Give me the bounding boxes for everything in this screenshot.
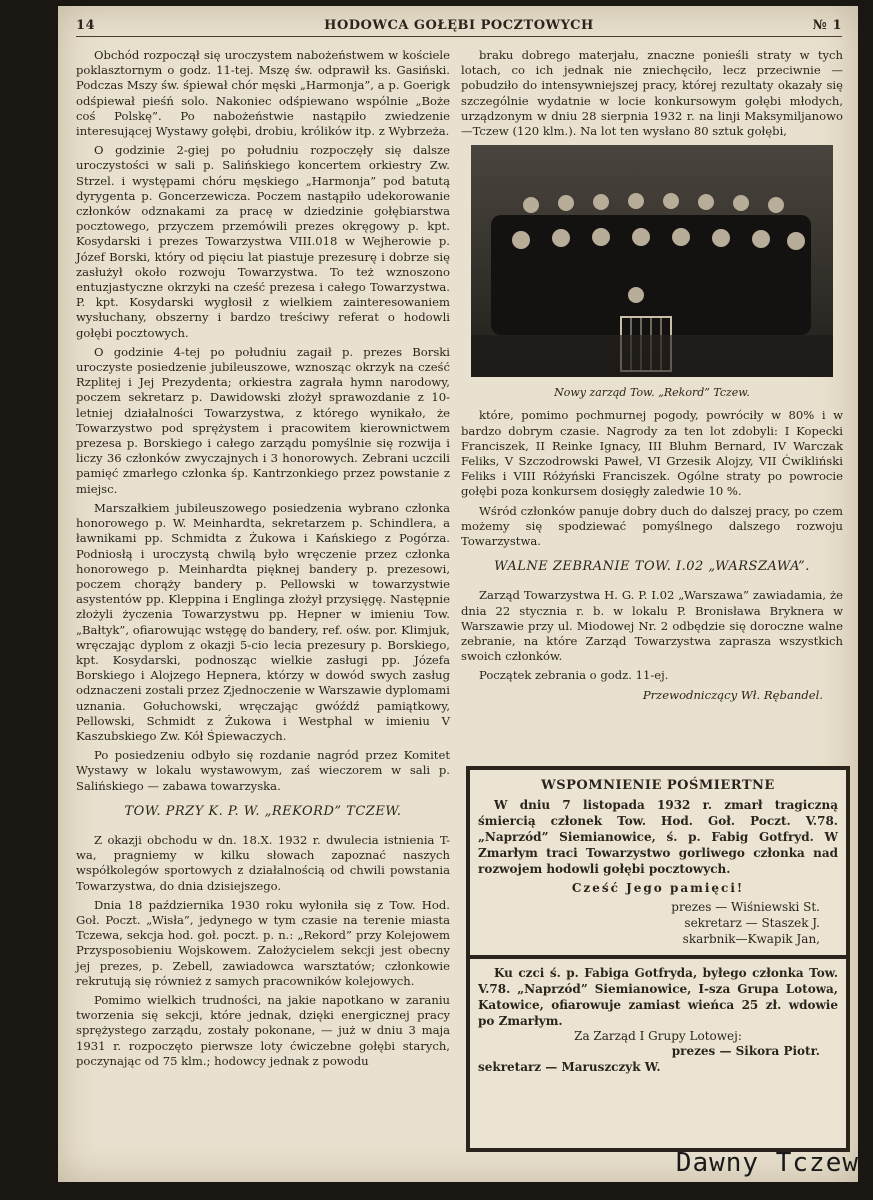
obituary-title: WSPOMNIENIE POŚMIERTNE	[541, 778, 775, 793]
magazine-page	[58, 6, 858, 1182]
paragraph: O godzinie 4-tej po południu zagaił p. prezes Borski uroczyste posiedzenie jubileuszowe, wznosząc okrzyk na cześć Rzplitej i Jej Prezydenta; orkiestra zagrała hymn narodowy, poczem sekretarz p. Dawidowski złożył sprawozdanie z 10-letniej działalności Towarzystwa, z którego wynikało, że Towarzystwo pod sprężystem i pracowitem kierownictwem prezesa p. Borskiego i całego zarządu pomyślnie się rozwija i liczy 36 członków zwyczajnych i 3 honorowych. Zebrani uczcili pamięć zmarłego członka śp. Kantrzonkiego przez powstanie z miejsc.	[76, 344, 450, 496]
paragraph: O godzinie 2-giej po południu rozpoczęły się dalsze uroczystości w sali p. Salińskiego koncertem orkiestry Zw. Strzel. i występami chóru męskiego „Harmonja” pod batutą dyrygenta p. Goncerzewicza. Poczem nastąpiło udekorowanie członków odznakami za pracę w dziedzinie gołębiarstwa pocztowego, przyczem przemówili prezes okręgowy p. kpt. Kosydarski i prezes Towarzystwa VIII.018 w Wejherowie p. Józef Borski, który od pięciu lat piastuje prezesurę i dobrze się zasłużył około rozwoju Towarzystwa. To też wznoszono entuzjastyczne okrzyki na cześć prezesa i całego Towarzystwa. P. kpt. Kosydarski wygłosił z wielkiem zainteresowaniem wysłuchany, obszerny i bardzo treściwy referat o hodowli gołębi pocztowych.	[76, 143, 450, 340]
signature: Przewodniczący Wł. Rębandel.	[642, 687, 823, 702]
paragraph: Marszałkiem jubileuszowego posiedzenia wybrano członka honorowego p. W. Meinhardta, sekretarzem p. Schindlera, a ławnikami pp. Schmidta z Żukowa i Kańskiego z Pogórza. Podniosłą i uroczystą chwilą było wręczenie przez członka honorowego p. Meinhardta pięknej bandery p. prezesowi, poczem chorąży bandery p. Pellowski w towarzystwie asystentów pp. Kleppina i Englinga złożył przysięgę. Następnie złożyli życzenia Towarzystwu pp. Hepner w imieniu Tow. „Bałtyk”, ofiarowując wstęgę do bandery, ref. ośw. por. Klimjuk, wręczając dyplom z okazji 5-cio lecia prezesury p. Borskiego, kpt. Kosydarski, podnosząc wielkie zasługi pp. Józefa Borskiego i Alojzego Hepnera, którzy w dowód swych zasług odznaczeni zostali przez Zjednoczenie w Warszawie dyplomami uznania. Gołuchowski, wręczając gwóźdź pamiątkowy, Pellowski, Schmidt z Żukowa i Westphal w imieniu V Kaszubskiego Zw. Kół Śpiewaczych.	[76, 500, 450, 743]
obituary-box	[466, 766, 850, 1152]
paragraph: Pomimo wielkich trudności, na jakie napotkano w zaraniu tworzenia się sekcji, które jednak, dzięki energicznej pracy sprężystego zarządu, zostały pokonane, — już w dniu 3 maja 1931 r. rozpoczęto pierwsze loty ćwiczebne gołębi starych, poczynając od 75 klm.; hodowcy jednak z powodu	[76, 992, 450, 1068]
paragraph: Obchód rozpoczął się uroczystem nabożeństwem w kościele poklasztornym o godz. 11-tej. Mszę św. odprawił ks. Gasiński. Podczas Mszy św. śpiewał chór męski „Harmonja”, a p. Goerigk odśpiewał pieśń solo. Nakoniec odśpiewano wspólnie „Boże coś Polskę”. Po nabożeństwie nastąpiło zwiedzenie interesującej Wystawy gołębi, drobiu, królików itp. z Wybrzeża.	[76, 48, 450, 139]
section-heading: WALNE ZEBRANIE TOW. I.02 „WARSZAWA”.	[494, 559, 810, 575]
left-column	[76, 48, 450, 1073]
watermark: Dawny Tczew	[675, 1148, 859, 1178]
obituary-signature: sekretarz — Staszek J.	[684, 916, 820, 930]
paragraph: Po posiedzeniu odbyło się rozdanie nagród przez Komitet Wystawy w lokalu wystawowym, zaś wieczorem w sali p. Salińskiego — zabawa towarzyska.	[76, 748, 450, 793]
divider	[470, 955, 846, 959]
board-label: Za Zarząd I Grupy Lotowej:	[574, 1029, 742, 1043]
paragraph: Z okazji obchodu w dn. 18.X. 1932 r. dwulecia istnienia T-wa, pragniemy w kilku słowach zapoznać naszych współkolegów sportowych z działalnością od chwili powstania Towarzystwa, do dnia dzisiejszego.	[76, 832, 450, 893]
paragraph: Zarząd Towarzystwa H. G. P. I.02 „Warszawa” zawiadamia, że dnia 22 stycznia r. b. w lokalu P. Bronisława Bryknera w Warszawie przy ul. Miodowej Nr. 2 odbędzie się doroczne walne zebranie, na które Zarząd Towarzystwa zaprasza wszystkich swoich członków.	[461, 588, 843, 664]
obituary-signature: prezes — Sikora Piotr.	[671, 1044, 820, 1058]
photo-caption: Nowy zarząd Tow. „Rekord” Tczew.	[554, 386, 750, 400]
page-number: 14	[76, 18, 96, 33]
obituary-text: W dniu 7 listopada 1932 r. zmarł tragiczną śmiercią członek Tow. Hod. Goł. Poczt. V.78. „Naprzód” Siemianowice, ś. p. Fabig Gotfryd. W Zmarłym traci Towarzystwo gorliwego członka nad rozwojem hodowli gołębi pocztowych.	[478, 798, 838, 876]
obituary-donation: Ku czci ś. p. Fabiga Gotfryda, byłego członka Tow. V.78. „Naprzód” Siemianowice, I-sza Grupa Lotowa, Katowice, ofiarowuje zamiast wieńca 25 zł. wdowie po Zmarłym.	[478, 966, 838, 1028]
group-photo-image	[471, 145, 833, 377]
paragraph: Wśród członków panuje dobry duch do dalszej pracy, po czem możemy się spodziewać pomyślnego dalszego rozwoju Towarzystwa.	[461, 503, 843, 549]
section-heading: TOW. PRZY K. P. W. „REKORD” TCZEW.	[124, 803, 402, 819]
journal-title: HODOWCA GOŁĘBI POCZTOWYCH	[324, 18, 594, 33]
issue-number: № 1	[812, 18, 842, 33]
paragraph: które, pomimo pochmurnej pogody, powróciły w 80% i w bardzo dobrym czasie. Nagrody za ten lot zdobyli: I Kopecki Franciszek, II Reinke Ignacy, III Bluhm Bernard, IV Warczak Feliks, V Szczodrowski Paweł, VI Grzesik Alojzy, VII Ćwikliński Feliks i VIII Różyński Franciszek. Ogólne straty po powrocie gołębi poza konkursem dosięgły zaledwie 10 %.	[461, 408, 843, 499]
obituary-signature: skarbnik—Kwapik Jan,	[682, 932, 820, 946]
paragraph: Początek zebrania o godz. 11-ej.	[479, 668, 669, 683]
page-header	[76, 12, 842, 37]
obituary-signature: sekretarz — Maruszczyk W.	[478, 1060, 661, 1074]
paragraph: Dnia 18 października 1930 roku wyłoniła się z Tow. Hod. Goł. Poczt. „Wisła”, jedynego w tym czasie na terenie miasta Tczewa, sekcja hod. goł. poczt. p. n.: „Rekord” przy Kolejowem Przysposobieniu Wojskowem. Założycielem sekcji jest obecny jej prezes, p. Zebell, zawiadowca warsztatów; członkowie rekrutują się również z samych pracowników kolejowych.	[76, 897, 450, 988]
paragraph: braku dobrego materjału, znaczne ponieśli straty w tych lotach, co ich jednak nie zniechęciło, lecz przeciwnie — pobudziło do intensywniejszej pracy, której rezultaty okazały się szczególnie wydatnie w locie konkursowym gołębi młodych, urządzonym w dniu 28 sierpnia 1932 r. na linji Maksymiljanowo—Tczew (120 klm.). Na lot ten wysłano 80 sztuk gołębi,	[461, 48, 843, 139]
obituary-signature: prezes — Wiśniewski St.	[671, 900, 820, 914]
obituary-honor: Cześć Jego pamięci!	[571, 881, 745, 895]
group-photo	[471, 145, 833, 377]
right-column	[461, 48, 843, 703]
